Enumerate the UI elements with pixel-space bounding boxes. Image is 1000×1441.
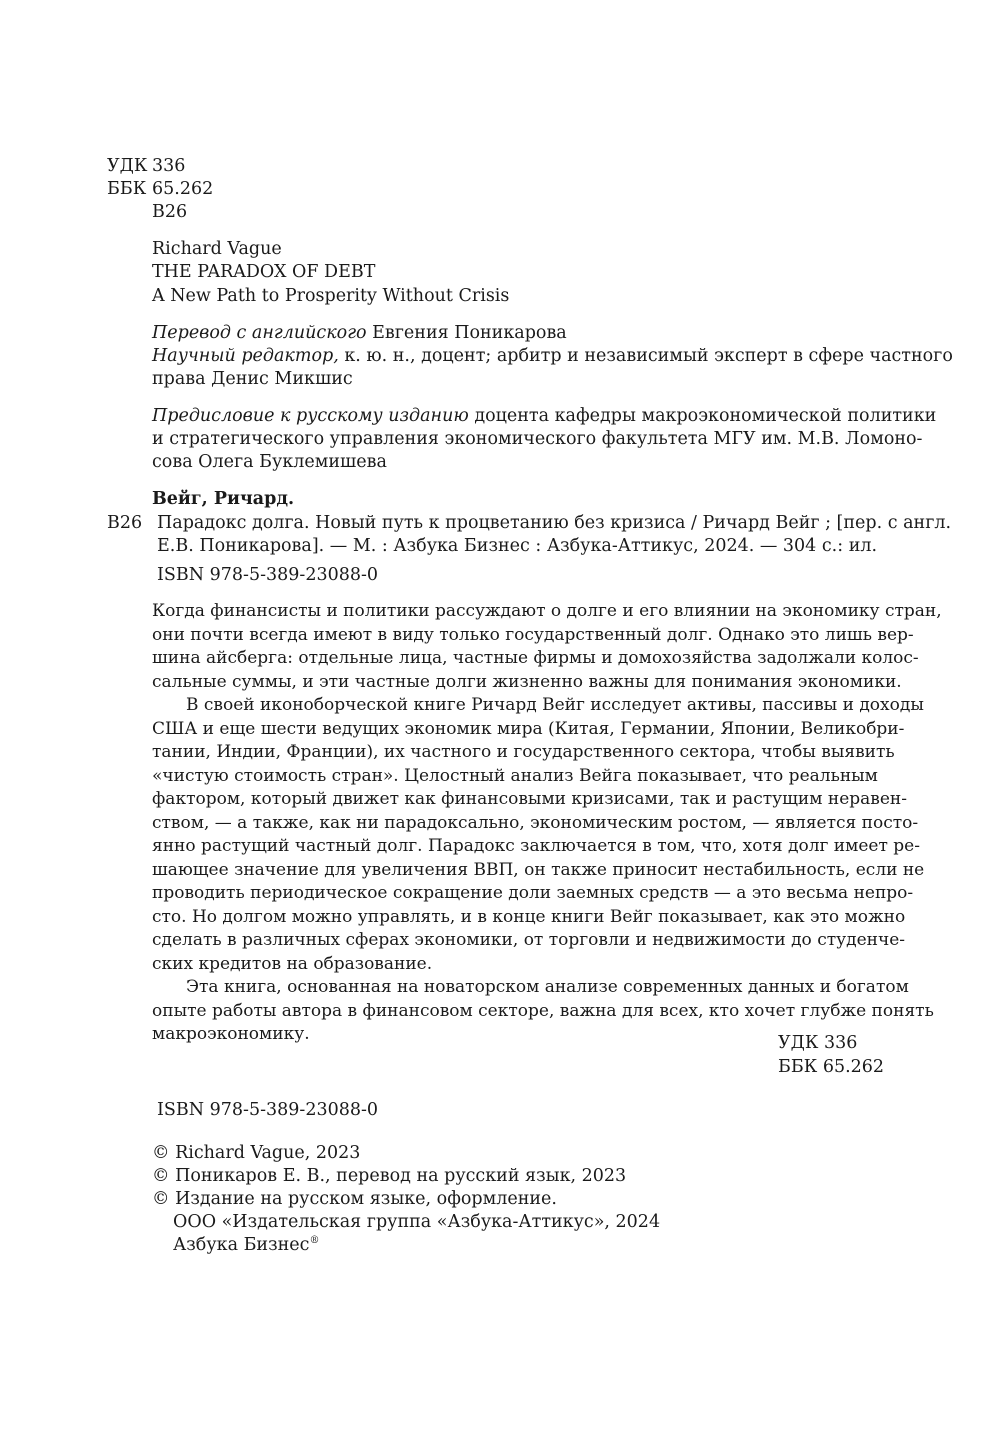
preface-credit xyxy=(152,405,936,428)
abstract-line: тании, Индии, Франции), их частного и государственного сектора, чтобы выявить xyxy=(152,742,895,762)
abstract-line: фактором, который движет как финансовыми кризисами, так и растущим неравен- xyxy=(152,789,907,809)
copyright-line-4: ООО «Издательская группа «Азбука-Аттикус», 2024 xyxy=(173,1212,661,1232)
preface-line-2: и стратегического управления экономического факультета МГУ им. М.В. Ломоно- xyxy=(152,429,923,449)
translator-name: Евгения Поникарова xyxy=(366,323,567,343)
isbn-footer: ISBN 978-5-389-23088-0 xyxy=(157,1100,379,1120)
abstract-line: ских кредитов на образование. xyxy=(152,953,433,974)
preface-line-3: сова Олега Буклемишева xyxy=(152,452,387,472)
abstract-line: ством, — а также, как ни парадоксально, экономическим ростом, — является посто- xyxy=(152,812,919,833)
catalog-line-2: Е.В. Поникарова]. — М. : Азбука Бизнес : Азбука-Аттикус, 2024. — 304 с.: ил. xyxy=(157,536,878,556)
bbk-label: ББК xyxy=(107,179,147,199)
preface-label: Предисловие к русскому изданию xyxy=(152,406,469,426)
publisher-name: Азбука Бизнес xyxy=(173,1235,310,1255)
abstract-line: сделать в различных сферах экономики, от торговли и недвижимости до студенче- xyxy=(152,930,906,950)
udk-label: УДК xyxy=(107,156,148,176)
catalog-isbn: ISBN 978-5-389-23088-0 xyxy=(157,565,379,585)
translation-label: Перевод с английского xyxy=(152,323,367,343)
abstract-line: шина айсберга: отдельные лица, частные фирмы и домохозяйства задолжали колос- xyxy=(152,648,919,668)
editor-label: Научный редактор, xyxy=(152,346,339,366)
abstract-line: они почти всегда имеют в виду только государственный долг. Однако это лишь вер- xyxy=(152,624,914,645)
registered-trademark-icon: ® xyxy=(309,1235,320,1247)
original-title: THE PARADOX OF DEBT xyxy=(152,262,376,282)
author-mark: В26 xyxy=(152,202,188,222)
abstract-line: проводить периодическое сокращение доли заемных средств — а это весьма непро- xyxy=(152,883,914,903)
abstract-line: сто. Но долгом можно управлять, и в конце книги Вейг показывает, как это можно xyxy=(152,906,906,927)
translation-credit xyxy=(152,322,567,345)
original-subtitle: A New Path to Prosperity Without Crisis xyxy=(152,286,510,306)
catalog-mark: В26 xyxy=(107,513,143,533)
catalog-author-heading: Вейг, Ричард. xyxy=(152,489,295,509)
catalog-line-1: Парадокс долга. Новый путь к процветанию без кризиса / Ричард Вейг ; [пер. с англ. xyxy=(157,513,952,533)
footer-bbk: ББК 65.262 xyxy=(778,1057,885,1077)
copyright-line-3: © Издание на русском языке, оформление. xyxy=(152,1189,557,1209)
editor-line-1: к. ю. н., доцент; арбитр и независимый эксперт в сфере частного xyxy=(338,346,953,366)
bbk-value: 65.262 xyxy=(152,179,214,199)
editor-credit xyxy=(152,345,953,368)
abstract-line: макроэкономику. xyxy=(152,1024,310,1044)
abstract-line: «чистую стоимость стран». Целостный анализ Вейга показывает, что реальным xyxy=(152,765,878,786)
abstract xyxy=(152,600,942,1047)
abstract-line: Эта книга, основанная на новаторском анализе современных данных и богатом xyxy=(186,977,909,997)
abstract-line: В своей иконоборческой книге Ричард Вейг исследует активы, пассивы и доходы xyxy=(186,695,924,715)
abstract-line: Когда финансисты и политики рассуждают о долге и его влиянии на экономику стран, xyxy=(152,601,942,621)
abstract-line: США и еще шести ведущих экономик мира (Китая, Германии, Японии, Великобри- xyxy=(152,718,905,739)
editor-line-2: права Денис Микшис xyxy=(152,369,353,389)
copyright-line-2: © Поникаров Е. В., перевод на русский язык, 2023 xyxy=(152,1166,627,1186)
footer-udk: УДК 336 xyxy=(778,1033,858,1053)
abstract-line: шающее значение для увеличения ВВП, он также приносит нестабильность, если не xyxy=(152,859,925,880)
udk-value: 336 xyxy=(152,156,186,176)
copyright-line-1: © Richard Vague, 2023 xyxy=(152,1143,361,1163)
abstract-line: опыте работы автора в финансовом секторе, важна для всех, кто хочет глубже понять xyxy=(152,1000,934,1021)
abstract-line: сальные суммы, и эти частные долги жизненно важны для понимания экономики. xyxy=(152,671,902,692)
abstract-line: янно растущий частный долг. Парадокс заключается в том, что, хотя долг имеет ре- xyxy=(152,836,920,856)
preface-line-1: доцента кафедры макроэкономической политики xyxy=(468,406,937,426)
copyright-line-5 xyxy=(173,1234,319,1257)
original-author: Richard Vague xyxy=(152,239,282,259)
